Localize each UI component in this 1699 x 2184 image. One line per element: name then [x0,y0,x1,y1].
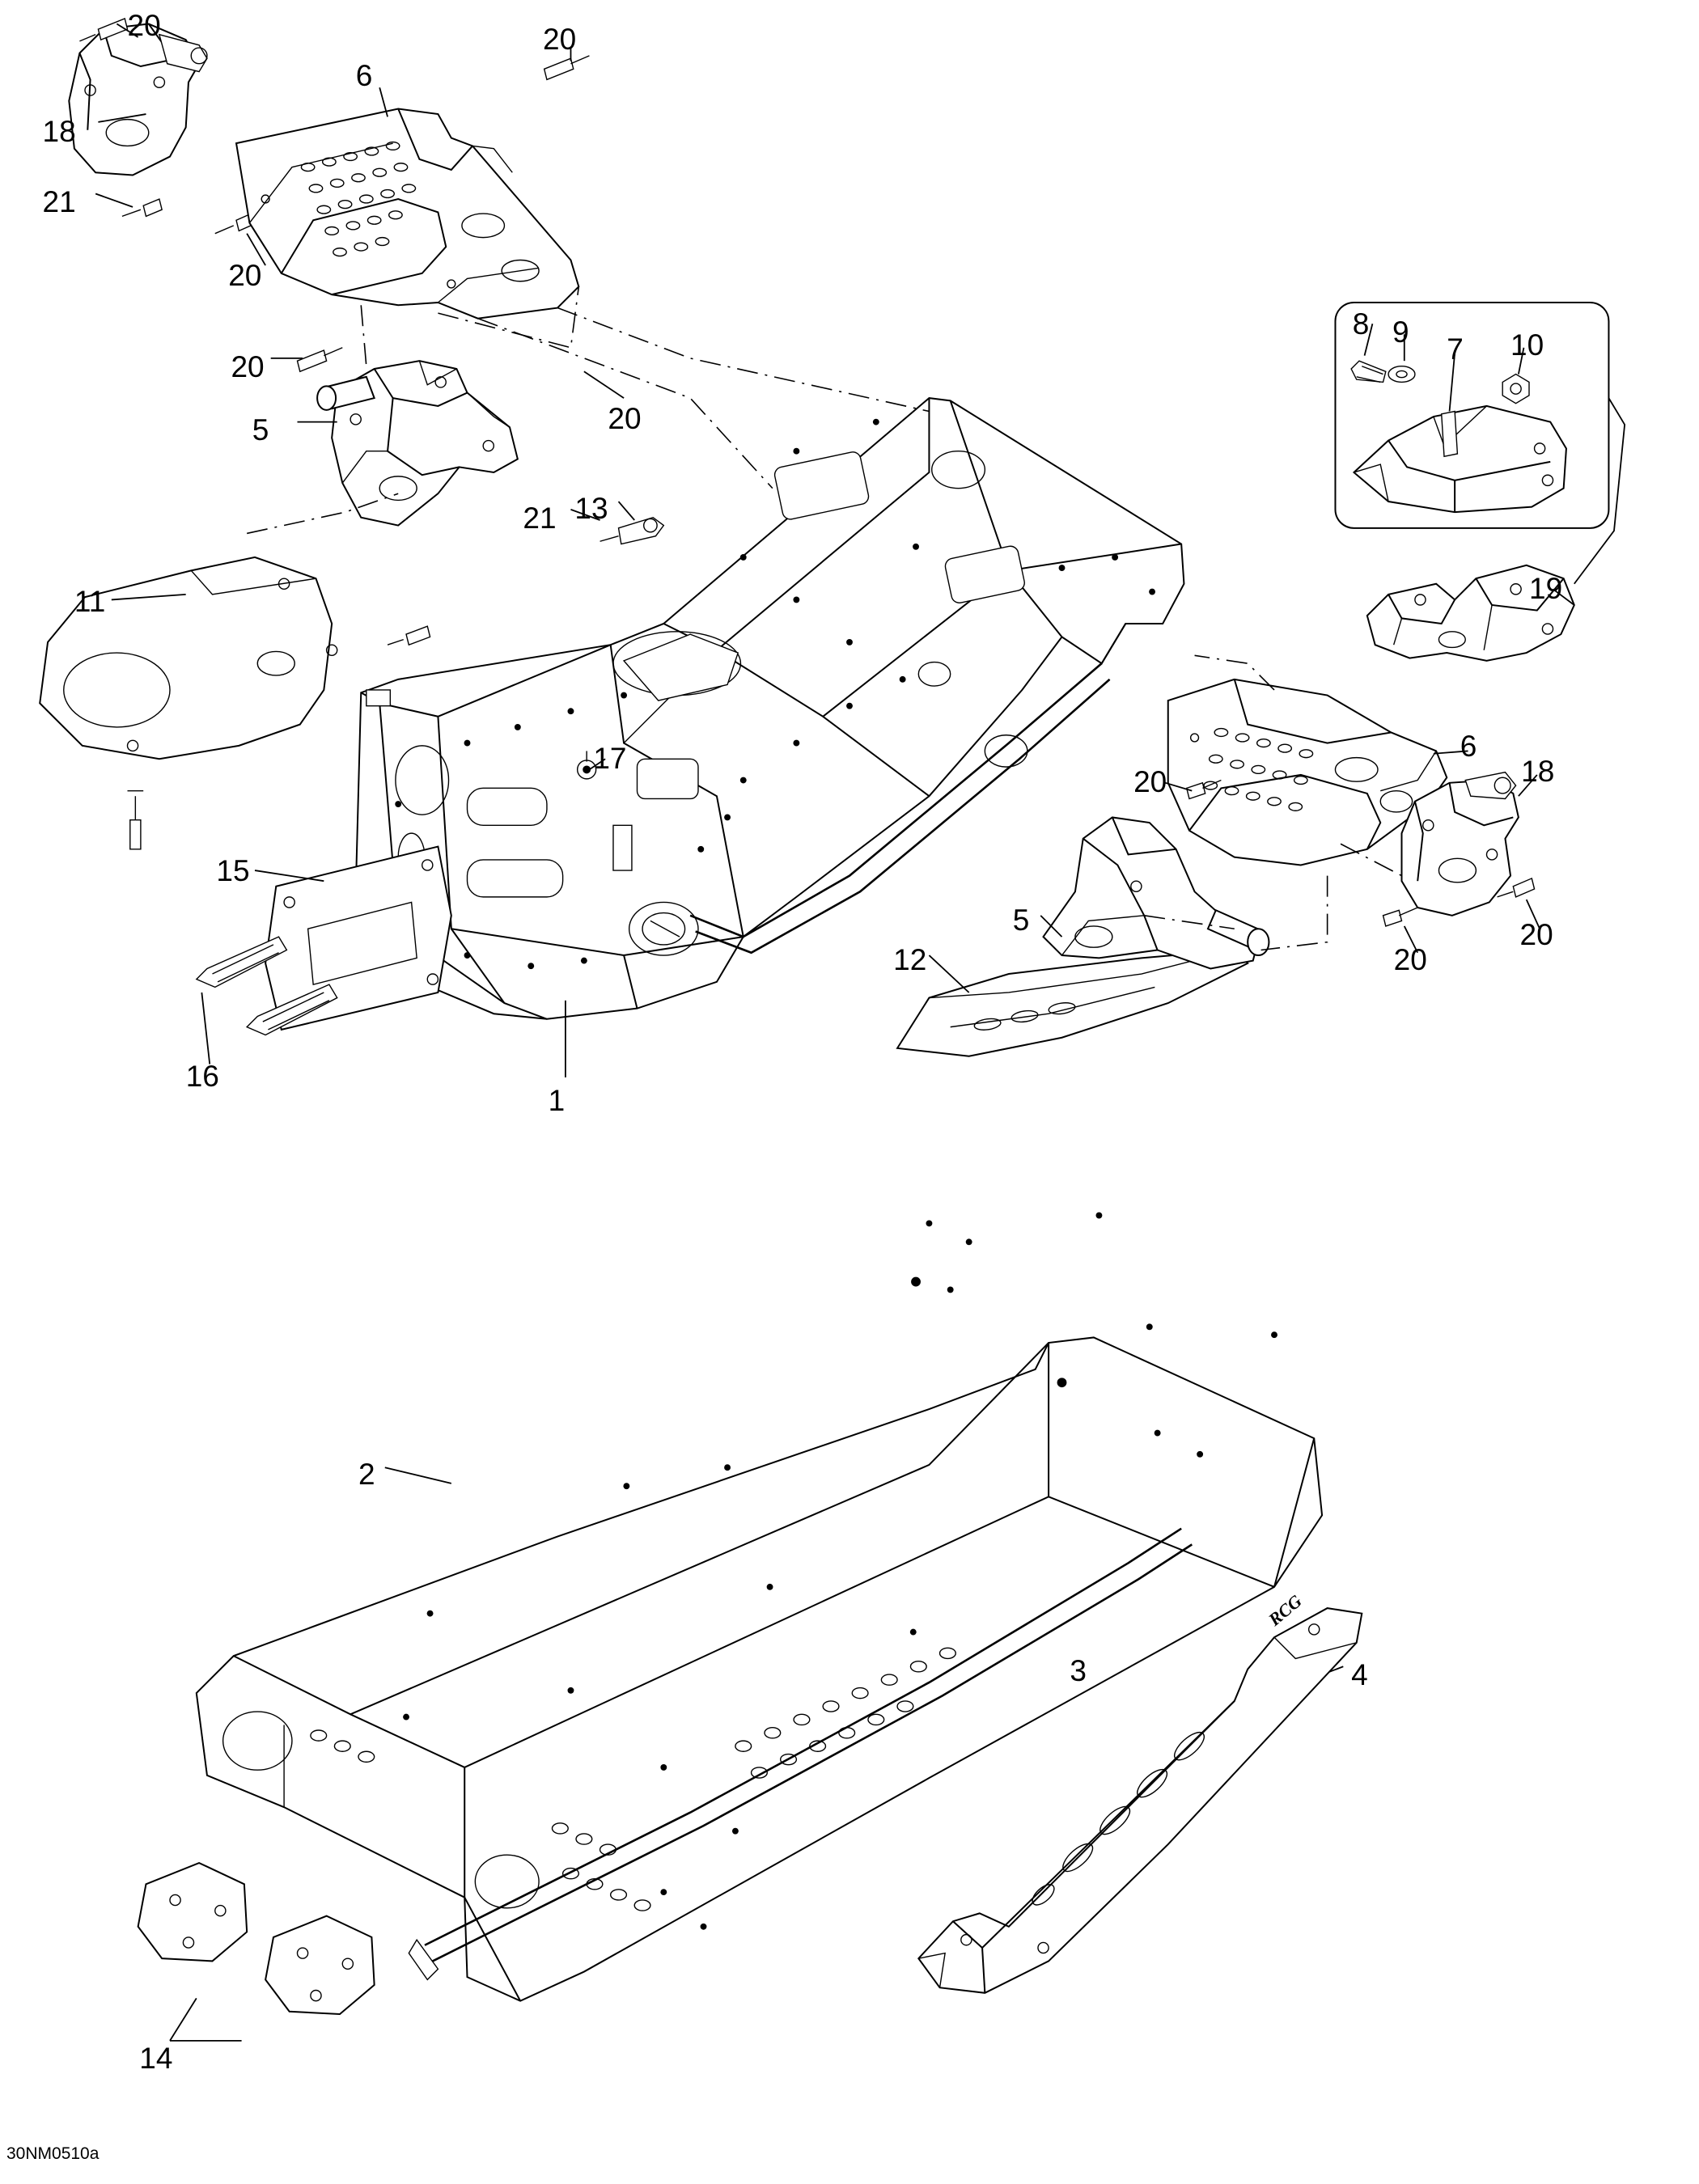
callout-14: 14 [139,2042,173,2076]
callout-20-f: 20 [1133,765,1167,799]
callout-20-g: 20 [1519,917,1553,951]
part-5-bracket-upper [317,361,518,525]
callout-20-h: 20 [1393,942,1427,976]
callout-20-b: 20 [543,22,577,56]
rcg-stamp-label: RCG [1264,1590,1306,1630]
callout-1: 1 [548,1083,566,1117]
part-6-footrest-upper [236,109,578,319]
inset-detail-box [1335,303,1625,584]
part-2-tunnel [197,1213,1322,2001]
callout-21-a: 21 [42,185,76,219]
callout-2: 2 [358,1458,375,1492]
callout-7: 7 [1447,332,1464,366]
callout-6-a: 6 [355,59,373,93]
callout-20-e: 20 [608,401,642,435]
part-14-plates [138,1863,375,2014]
callout-16: 16 [185,1060,219,1094]
callout-13: 13 [574,492,608,526]
callout-9: 9 [1392,315,1409,349]
sheet-code: 30NM0510a [6,2144,100,2163]
callout-3: 3 [1070,1654,1087,1688]
callout-17: 17 [593,741,627,775]
callout-18-a: 18 [42,115,76,149]
callout-20-c: 20 [228,258,262,292]
callout-4: 4 [1351,1658,1368,1692]
callout-12: 12 [893,942,927,976]
callout-6-b: 6 [1460,729,1477,763]
callout-19: 19 [1529,571,1563,605]
callout-18-b: 18 [1521,754,1555,788]
callout-20-a: 20 [127,9,161,43]
callout-8: 8 [1352,307,1370,341]
part-18-bracket-left [69,24,207,176]
part-12-skid [897,950,1248,1056]
callout-5-b: 5 [1012,903,1030,937]
callout-5-a: 5 [252,413,269,447]
callout-21-b: 21 [523,501,557,535]
callout-10: 10 [1510,328,1544,362]
fastener-11-bolt [128,791,144,849]
callout-20-d: 20 [231,349,265,383]
callout-11: 11 [74,585,106,619]
fastener-13-group [388,518,663,645]
callout-15: 15 [216,854,250,888]
